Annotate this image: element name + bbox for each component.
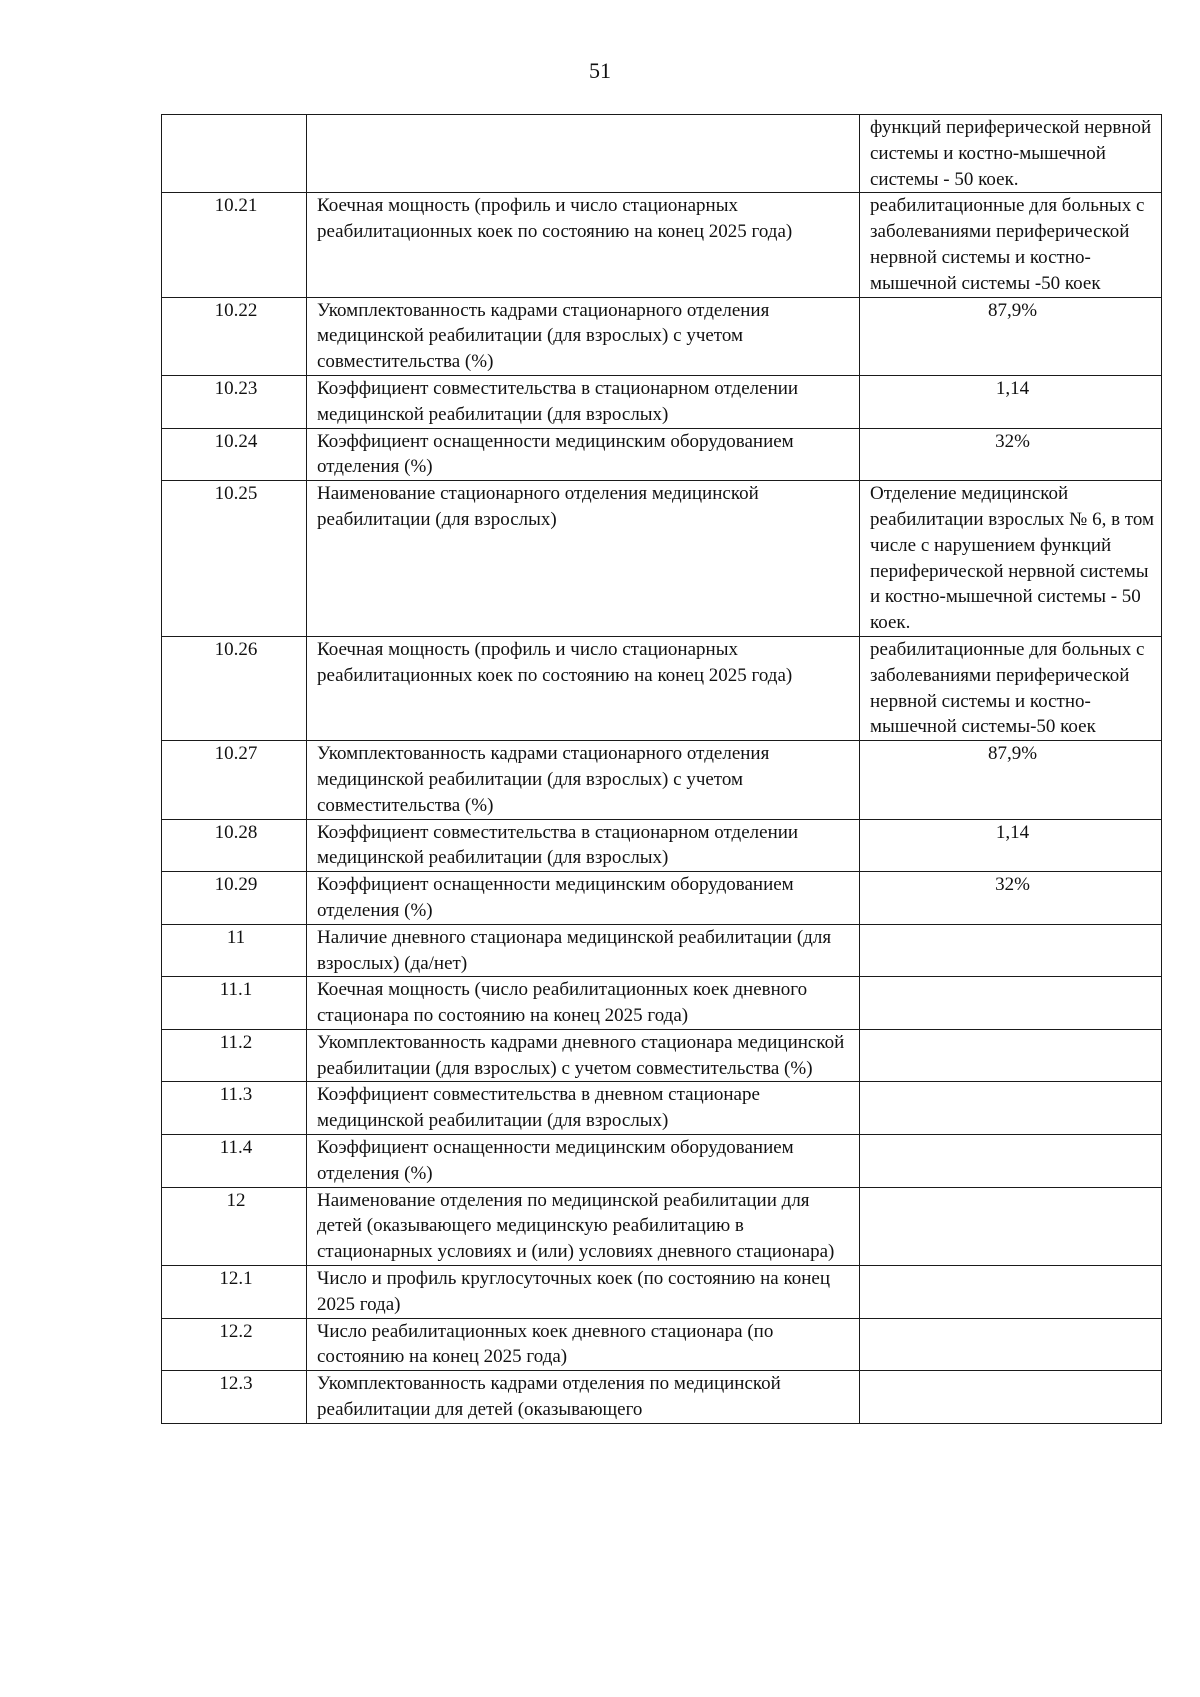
row-number-cell: 10.24 [162,428,307,481]
parameter-cell: Коэффициент совместительства в стационарном отделении медицинской реабилитации (для взрослых) [307,819,860,872]
parameter-cell: Коэффициент оснащенности медицинским оборудованием отделения (%) [307,428,860,481]
value-cell: 87,9% [860,741,1162,819]
table-row [162,1082,1162,1135]
row-number-cell [162,115,307,193]
row-number-cell: 11.1 [162,977,307,1030]
parameter-cell: Коэффициент оснащенности медицинским оборудованием отделения (%) [307,1135,860,1188]
table-row [162,1318,1162,1371]
row-number-cell: 12.1 [162,1266,307,1319]
row-number-cell: 12.3 [162,1371,307,1424]
value-cell: 32% [860,872,1162,925]
table-row [162,1029,1162,1082]
parameter-cell: Укомплектованность кадрами дневного стационара медицинской реабилитации (для взрослых) с учетом совместительства (%) [307,1029,860,1082]
parameter-cell: Укомплектованность кадрами стационарного отделения медицинской реабилитации (для взрослых) с учетом совместительства (%) [307,297,860,375]
table-row [162,1187,1162,1265]
row-number-cell: 12.2 [162,1318,307,1371]
row-number-cell: 11 [162,924,307,977]
table-row [162,636,1162,740]
row-number-cell: 10.22 [162,297,307,375]
value-cell: Отделение медицинской реабилитации взрослых № 6, в том числе с нарушением функций периферической нервной системы и костно-мышечной системы - 50 коек. [860,481,1162,637]
value-cell: 87,9% [860,297,1162,375]
parameter-cell: Укомплектованность кадрами отделения по медицинской реабилитации для детей (оказывающего [307,1371,860,1424]
value-cell [860,1318,1162,1371]
row-number-cell: 10.28 [162,819,307,872]
value-cell [860,1371,1162,1424]
value-cell [860,1082,1162,1135]
parameter-cell: Укомплектованность кадрами стационарного отделения медицинской реабилитации (для взрослых) с учетом совместительства (%) [307,741,860,819]
row-number-cell: 10.21 [162,193,307,297]
value-cell [860,924,1162,977]
table-row [162,297,1162,375]
table-row [162,1266,1162,1319]
parameter-cell: Наличие дневного стационара медицинской реабилитации (для взрослых) (да/нет) [307,924,860,977]
table-row [162,193,1162,297]
table-row [162,115,1162,193]
row-number-cell: 11.3 [162,1082,307,1135]
parameter-cell: Число реабилитационных коек дневного стационара (по состоянию на конец 2025 года) [307,1318,860,1371]
table-row [162,481,1162,637]
table-row [162,977,1162,1030]
parameter-cell [307,115,860,193]
table-row [162,741,1162,819]
value-cell: 1,14 [860,375,1162,428]
parameter-cell: Коечная мощность (число реабилитационных коек дневного стационара по состоянию на конец 2025 года) [307,977,860,1030]
row-number-cell: 10.27 [162,741,307,819]
table-body [162,115,1162,1424]
table-row [162,872,1162,925]
indicators-table [161,114,1162,1424]
row-number-cell: 11.2 [162,1029,307,1082]
parameter-cell: Коечная мощность (профиль и число стационарных реабилитационных коек по состоянию на конец 2025 года) [307,193,860,297]
row-number-cell: 12 [162,1187,307,1265]
table-row [162,924,1162,977]
parameter-cell: Коэффициент совместительства в дневном стационаре медицинской реабилитации (для взрослых) [307,1082,860,1135]
parameter-cell: Коэффициент оснащенности медицинским оборудованием отделения (%) [307,872,860,925]
value-cell: реабилитационные для больных с заболеваниями периферической нервной системы и костно-мышечной системы -50 коек [860,193,1162,297]
table-row [162,375,1162,428]
parameter-cell: Наименование отделения по медицинской реабилитации для детей (оказывающего медицинскую реабилитацию в стационарных условиях и (или) условиях дневного стационара) [307,1187,860,1265]
row-number-cell: 10.25 [162,481,307,637]
table-row [162,428,1162,481]
table-row [162,819,1162,872]
table-row [162,1135,1162,1188]
value-cell [860,1135,1162,1188]
page-number: 51 [589,58,611,83]
value-cell [860,1029,1162,1082]
value-cell [860,1266,1162,1319]
value-cell: реабилитационные для больных с заболеваниями периферической нервной системы и костно-мышечной системы-50 коек [860,636,1162,740]
parameter-cell: Коечная мощность (профиль и число стационарных реабилитационных коек по состоянию на конец 2025 года) [307,636,860,740]
value-cell: 1,14 [860,819,1162,872]
row-number-cell: 10.23 [162,375,307,428]
parameter-cell: Коэффициент совместительства в стационарном отделении медицинской реабилитации (для взрослых) [307,375,860,428]
value-cell: 32% [860,428,1162,481]
value-cell [860,1187,1162,1265]
parameter-cell: Число и профиль круглосуточных коек (по состоянию на конец 2025 года) [307,1266,860,1319]
row-number-cell: 11.4 [162,1135,307,1188]
row-number-cell: 10.26 [162,636,307,740]
row-number-cell: 10.29 [162,872,307,925]
table-row [162,1371,1162,1424]
value-cell [860,977,1162,1030]
value-cell: функций периферической нервной системы и костно-мышечной системы - 50 коек. [860,115,1162,193]
parameter-cell: Наименование стационарного отделения медицинской реабилитации (для взрослых) [307,481,860,637]
